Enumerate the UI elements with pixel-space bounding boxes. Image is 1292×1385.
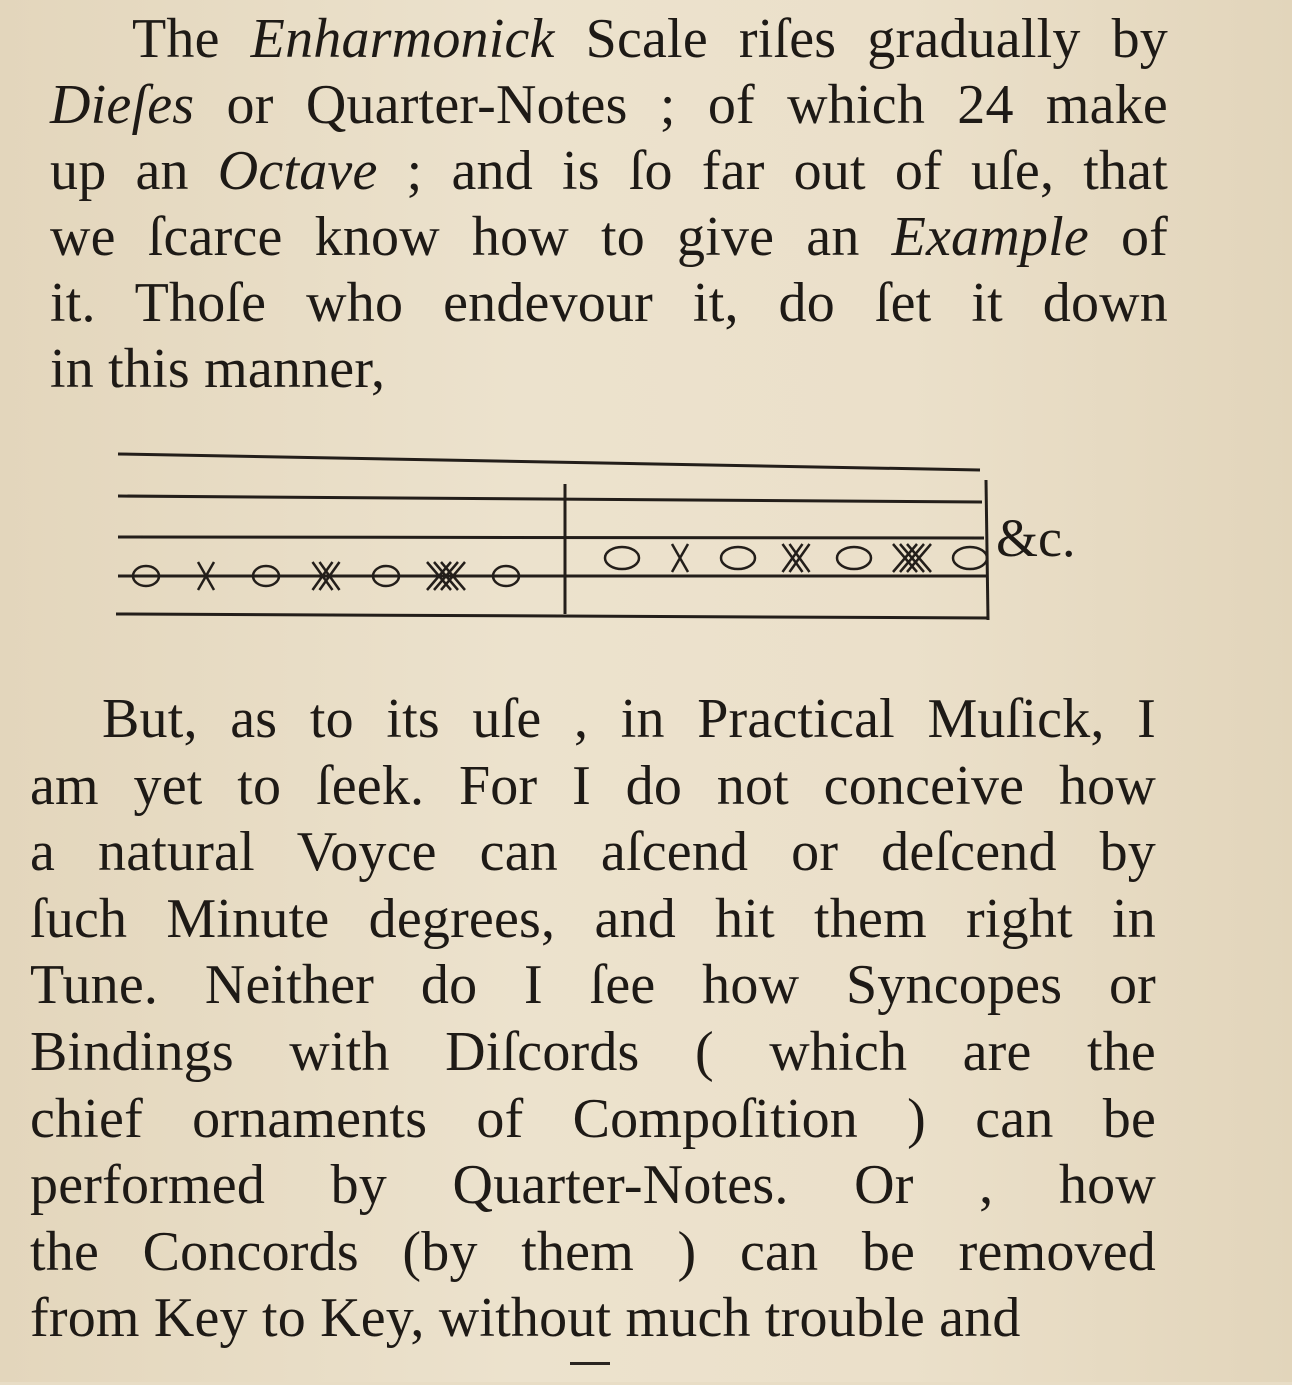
para2-line-6 (30, 1019, 1156, 1086)
staff-lines (116, 454, 988, 618)
para2-line-2-segment-1: am yet to ſeek. For I do not conceive how (30, 754, 1156, 817)
para1-line-5-segment-1: it. Thoſe who endevour it, do ſet it down (50, 272, 1168, 334)
para2-line-4-segment-1: ſuch Minute degrees, and hit them right in (30, 887, 1156, 950)
para1-line-1-segment-3: Scale riſes gradually by (554, 8, 1168, 70)
para1-line-3-segment-2: Octave (217, 140, 378, 202)
para1-line-1-segment-2: Enharmonick (250, 8, 555, 70)
musical-staff-figure (110, 440, 1110, 630)
para1-line-3-segment-1: up an (50, 140, 218, 202)
para2-line-1-segment-1: But, as to its uſe , in Practical Muſick, I (102, 688, 1156, 750)
paragraph-enharmonic-scale (50, 6, 1168, 402)
note-triple-sharp (893, 544, 931, 572)
note-natural (721, 547, 755, 569)
et-cetera-label: &c. (996, 508, 1076, 568)
para1-line-4-segment-2: Example (891, 206, 1089, 268)
para2-line-7 (30, 1086, 1156, 1153)
para2-line-1 (30, 686, 1156, 753)
staff-line-1 (118, 454, 980, 470)
staff-svg (110, 440, 1110, 630)
para1-line-6 (50, 336, 1168, 402)
paragraph-practical-music (30, 686, 1156, 1352)
para1-line-3-segment-3: ; and is ſo far out of uſe, that (377, 140, 1168, 202)
para2-line-2 (30, 753, 1156, 820)
note-double-sharp (783, 544, 810, 572)
para1-line-1-segment-1: The (132, 8, 251, 70)
note-natural (837, 547, 871, 569)
para1-line-2-segment-1: Dieſes (50, 74, 195, 136)
notes-right-group (605, 544, 987, 572)
para2-line-3 (30, 819, 1156, 886)
para2-line-10 (30, 1285, 1156, 1352)
para1-line-3 (50, 138, 1168, 204)
staff-line-5 (116, 614, 988, 618)
para1-line-5 (50, 270, 1168, 336)
note-sharp (672, 544, 688, 572)
para2-line-8 (30, 1152, 1156, 1219)
staff-line-2 (118, 496, 982, 502)
para2-line-5-segment-1: Tune. Neither do I ſee how Syncopes or (30, 954, 1156, 1017)
para1-line-2-segment-2: or Quarter-Notes ; of which 24 make (194, 74, 1168, 136)
para2-line-9-segment-1: the Concords (by them ) can be removed (30, 1220, 1156, 1283)
para2-line-10-segment-1: from Key to Key, without much trouble and (30, 1287, 1021, 1350)
para1-line-1 (50, 6, 1168, 72)
para2-line-4 (30, 886, 1156, 953)
para2-line-6-segment-1: Bindings with Diſcords ( which are the (30, 1020, 1156, 1083)
para1-line-4-segment-1: we ſcarce know how to give an (50, 206, 892, 268)
para2-line-7-segment-1: chief ornaments of Compoſition ) can be (30, 1087, 1156, 1150)
para1-line-4-segment-3: of (1088, 206, 1169, 268)
para2-line-5 (30, 952, 1156, 1019)
para1-line-6-segment-1: in this manner, (50, 338, 386, 400)
note-natural (953, 547, 987, 569)
para1-line-2 (50, 72, 1168, 138)
para2-line-8-segment-1: performed by Quarter-Notes. Or , how (30, 1154, 1156, 1217)
para2-line-9 (30, 1219, 1156, 1286)
para2-line-3-segment-1: a natural Voyce can aſcend or deſcend by (30, 821, 1156, 884)
para1-line-4 (50, 204, 1168, 270)
bar-line-end (986, 480, 988, 620)
note-natural (605, 547, 639, 569)
staff-line-3 (118, 537, 984, 538)
